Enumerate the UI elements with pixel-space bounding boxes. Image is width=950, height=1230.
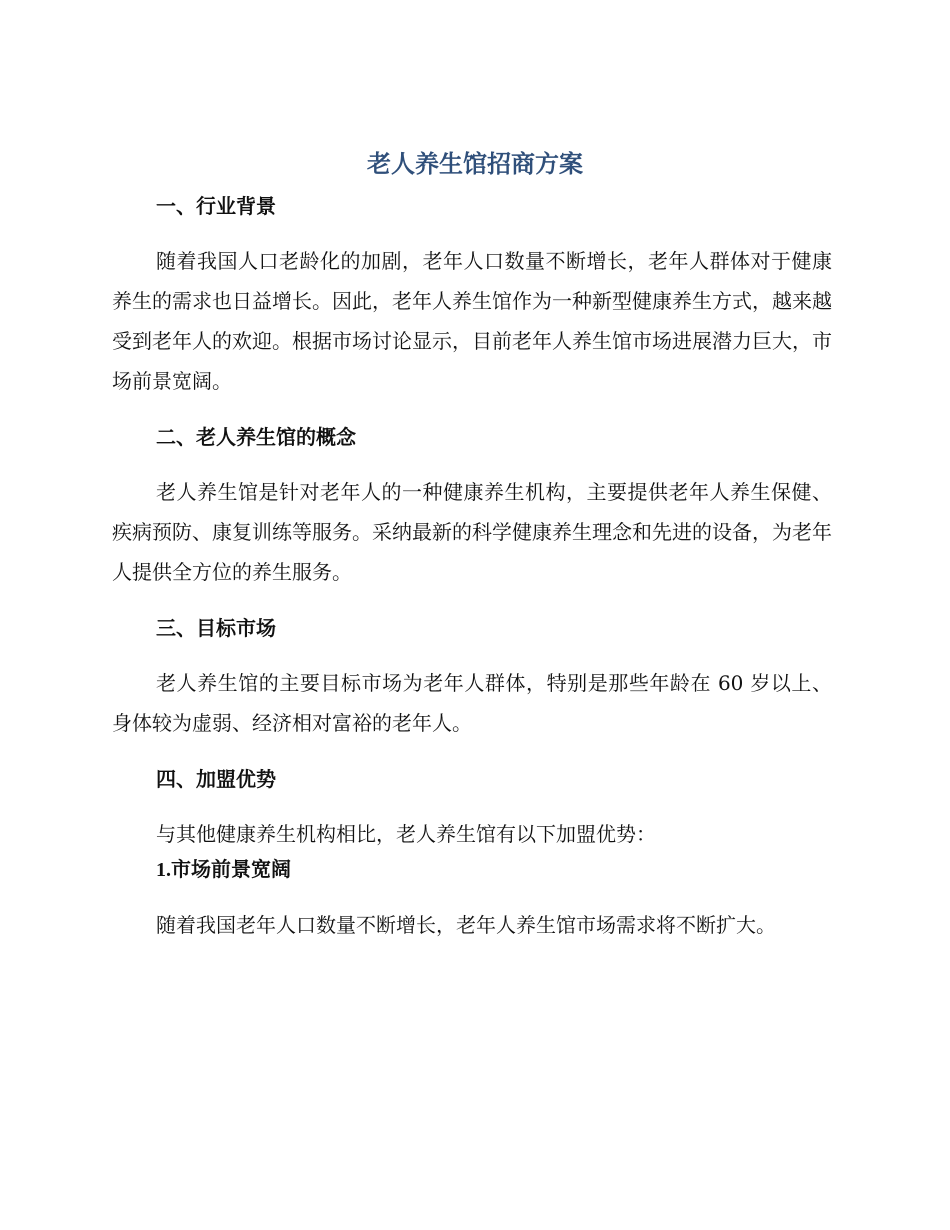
section-heading-industry-background: 一、行业背景 — [156, 194, 276, 218]
section-heading-concept: 二、老人养生馆的概念 — [156, 425, 356, 449]
section-paragraph-concept: 老人养生馆是针对老年人的一种健康养生机构，主要提供老年人养生保健、疾病预防、康复训练等服务。采纳最新的科学健康养生理念和先进的设备，为老年人提供全方位的养生服务。 — [112, 480, 832, 584]
subsection-heading-market-prospect: 1.市场前景宽阔 — [156, 859, 291, 881]
document-body — [112, 190, 832, 945]
subsection-paragraph-market-prospect: 随着我国老年人口数量不断增长，老年人养生馆市场需求将不断扩大。 — [156, 913, 776, 937]
section-heading-target-market: 三、目标市场 — [156, 616, 276, 640]
section-paragraph-target-market: 老人养生馆的主要目标市场为老年人群体，特别是那些年龄在 60 岁以上、身体较为虚弱、经济相对富裕的老年人。 — [112, 671, 832, 735]
section-paragraph-industry-background: 随着我国人口老龄化的加剧，老年人口数量不断增长，老年人群体对于健康养生的需求也日益增长。因此，老年人养生馆作为一种新型健康养生方式，越来越受到老年人的欢迎。根据市场讨论显示，目前老年人养生馆市场进展潜力巨大，市场前景宽阔。 — [112, 249, 832, 393]
section-heading-franchise-advantages: 四、加盟优势 — [156, 767, 276, 791]
document-title: 老人养生馆招商方案 — [367, 150, 583, 178]
section-paragraph-franchise-advantages: 与其他健康养生机构相比，老人养生馆有以下加盟优势： — [156, 822, 656, 846]
